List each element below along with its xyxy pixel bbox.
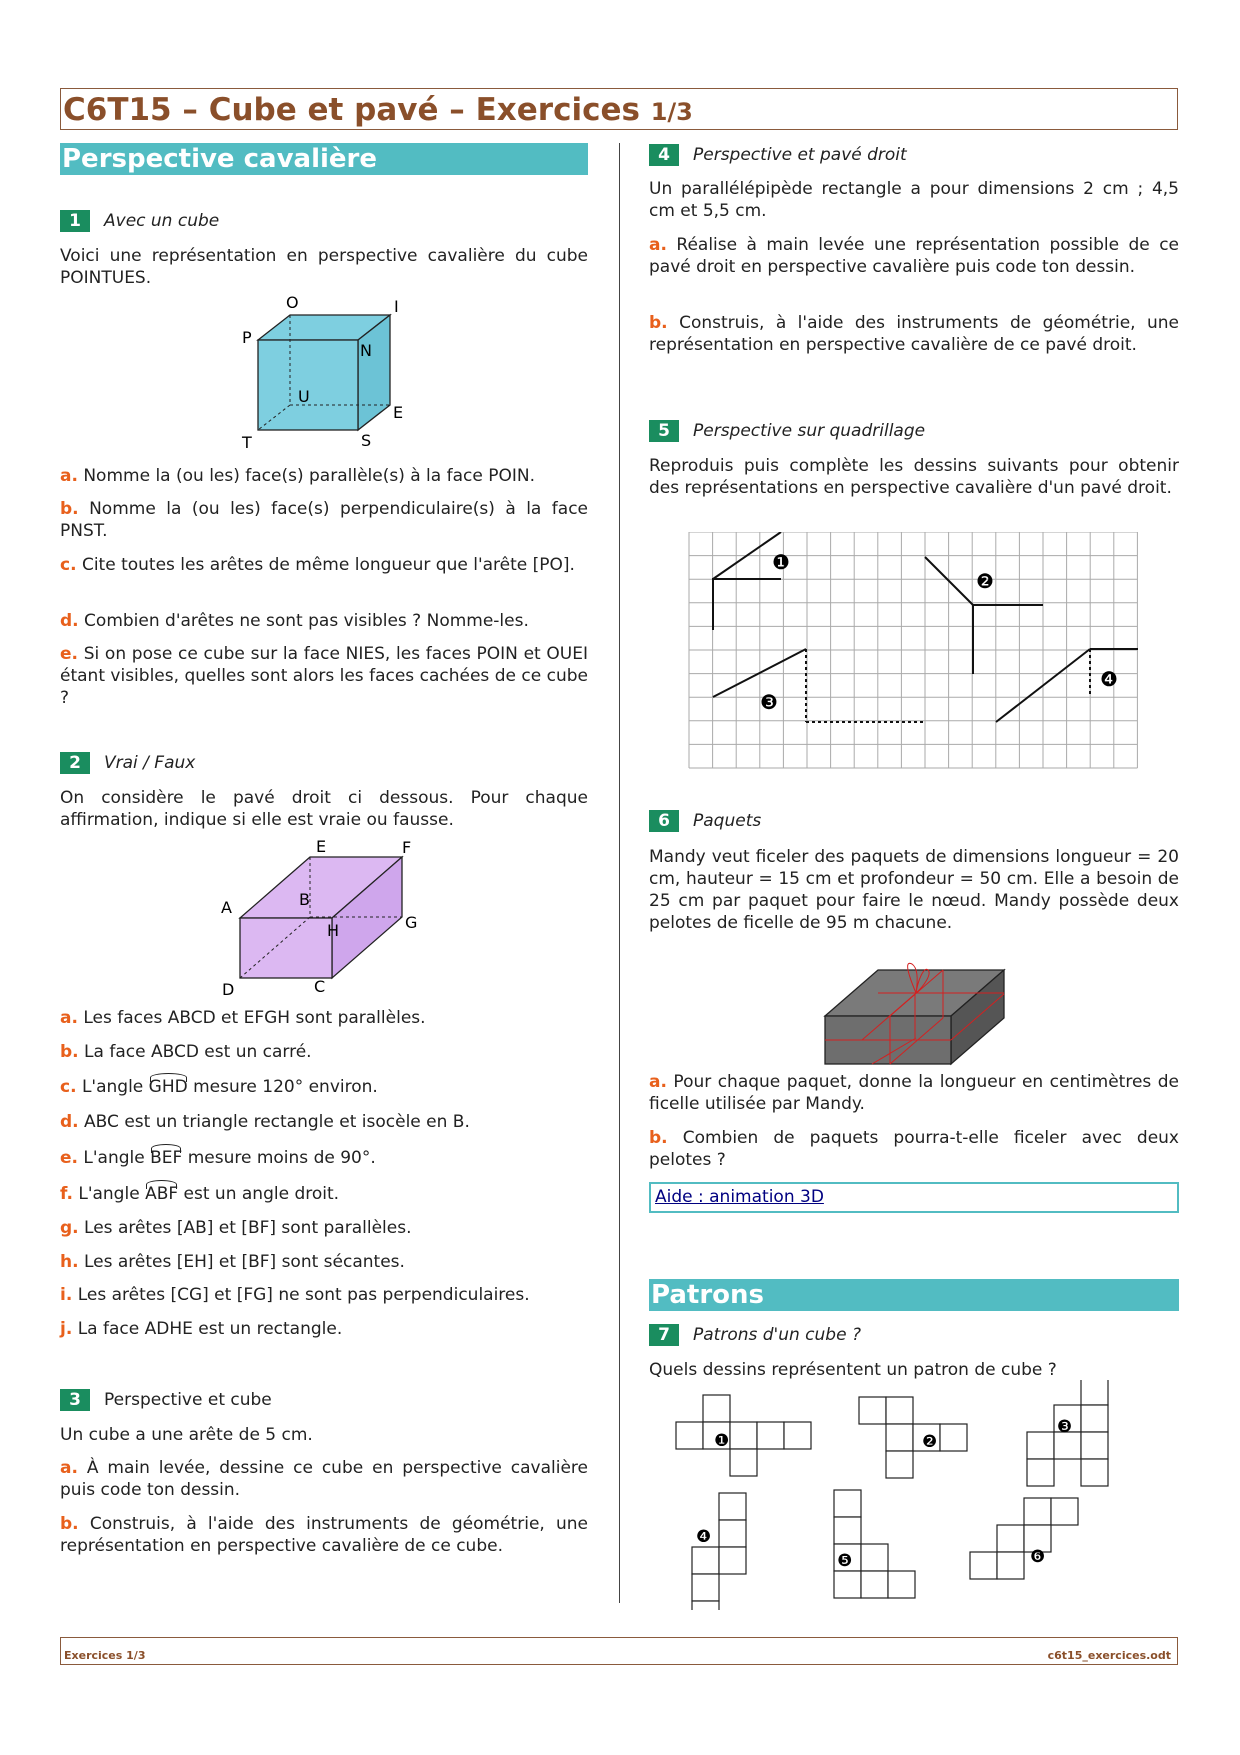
- exercise-number: 1: [60, 210, 90, 232]
- vertex-G: G: [405, 913, 418, 932]
- net-3-cell: [1081, 1432, 1108, 1459]
- vertex-E: E: [316, 837, 327, 856]
- net-6-cell: [997, 1552, 1024, 1579]
- exercise-4-header: [649, 144, 907, 166]
- net-1-cell: [730, 1422, 757, 1449]
- net-1-cell: [676, 1422, 703, 1449]
- net-2-cell: [886, 1397, 913, 1424]
- net-5-cell: [834, 1571, 861, 1598]
- angle-notation: BEF: [150, 1148, 183, 1168]
- question-6a: a. Pour chaque paquet, donne la longueur en centimètres de ficelle utilisée par Mandy.: [649, 1072, 1179, 1114]
- vertex-S: S: [361, 431, 372, 450]
- exercise-6-intro: Mandy veut ficeler des paquets de dimensions longueur = 20 cm, hauteur = 15 cm et profondeur = 50 cm. Elle a besoin de 25 cm par paquet pour faire le nœud. Mandy possède deux pelotes de ficelle de 95 m chacune.: [649, 847, 1179, 933]
- net-3-cell: [1081, 1405, 1108, 1432]
- net-4-cell: [692, 1574, 719, 1601]
- question-2j: j. La face ADHE est un rectangle.: [60, 1319, 343, 1339]
- net-5-cell: [834, 1490, 861, 1517]
- net-marker-6: ❻: [1030, 1547, 1046, 1567]
- exercise-2-intro: On considère le pavé droit ci dessous. Pour chaque affirmation, indique si elle est vraie ou fausse.: [60, 788, 588, 830]
- net-5-cell: [861, 1571, 888, 1598]
- net-2-cell: [886, 1451, 913, 1478]
- exercise-title: Avec un cube: [104, 211, 220, 231]
- exercise-title: Paquets: [693, 811, 762, 831]
- net-5-cell: [888, 1571, 915, 1598]
- vertex-I: I: [394, 297, 399, 316]
- vertex-A: A: [221, 898, 232, 917]
- exercise-3-header: [60, 1389, 272, 1411]
- grid-lines: [689, 532, 1137, 768]
- net-4-cell: [692, 1547, 719, 1574]
- exercise-title: Perspective et pavé droit: [693, 145, 907, 165]
- exercise-5-intro: Reproduis puis complète les dessins suivants pour obtenir des représentations en perspective cavalière d'un pavé droit.: [649, 456, 1179, 498]
- question-2b: b. La face ABCD est un carré.: [60, 1042, 312, 1062]
- net-marker-4: ❹: [696, 1527, 712, 1547]
- question-2g: g. Les arêtes [AB] et [BF] sont parallèles.: [60, 1218, 412, 1238]
- question-2a: a. Les faces ABCD et EFGH sont parallèles.: [60, 1008, 426, 1028]
- net-4-cell: [719, 1520, 746, 1547]
- aide-link[interactable]: Aide : animation 3D: [655, 1187, 824, 1207]
- exercise-number: 3: [60, 1389, 90, 1411]
- section-perspective: Perspective cavalière: [60, 143, 588, 175]
- title-main: C6T15 – Cube et pavé – Exercices: [63, 92, 640, 128]
- package-figure: [822, 958, 1012, 1068]
- net-marker-2: ❷: [922, 1432, 938, 1452]
- net-2-cell: [940, 1424, 967, 1451]
- question-2h: h. Les arêtes [EH] et [BF] sont sécantes.: [60, 1252, 405, 1272]
- net-1-cell: [730, 1449, 757, 1476]
- question-1c: c. Cite toutes les arêtes de même longueur que l'arête [PO].: [60, 555, 575, 575]
- question-3b: b. Construis, à l'aide des instruments de géométrie, une représentation en perspective cavalière de ce cube.: [60, 1514, 588, 1556]
- exercise-2-header: [60, 752, 195, 774]
- exercise-number: 7: [649, 1324, 679, 1346]
- vertex-O: O: [286, 293, 299, 312]
- cube-figure: [240, 290, 420, 455]
- footer-right: c6t15_exercices.odt: [1047, 1649, 1171, 1662]
- exercise-3-intro: Un cube a une arête de 5 cm.: [60, 1425, 313, 1445]
- question-4a: a. Réalise à main levée une représentation possible de ce pavé droit en perspective cavalière puis code ton dessin.: [649, 235, 1179, 277]
- vertex-H: H: [327, 921, 340, 940]
- marker-4: ❹: [1100, 667, 1118, 691]
- footer: [60, 1637, 1178, 1665]
- exercise-7-header: [649, 1324, 861, 1346]
- box-figure: [215, 835, 435, 1000]
- question-6b: b. Combien de paquets pourra-t-elle ficeler avec deux pelotes ?: [649, 1128, 1179, 1170]
- net-6-cell: [1024, 1498, 1051, 1525]
- exercise-4-intro: Un parallélépipède rectangle a pour dimensions 2 cm ; 4,5 cm et 5,5 cm.: [649, 179, 1179, 221]
- exercise-1-header: [60, 210, 219, 232]
- question-4b: b. Construis, à l'aide des instruments de géométrie, une représentation en perspective cavalière de ce pavé droit.: [649, 313, 1179, 355]
- title-page: 1/3: [650, 98, 693, 126]
- net-6-cell: [1051, 1498, 1078, 1525]
- net-4-cell: [719, 1493, 746, 1520]
- angle-notation: GHD: [148, 1077, 188, 1097]
- vertex-F: F: [402, 838, 412, 857]
- exercise-number: 6: [649, 810, 679, 832]
- net-5-cell: [861, 1544, 888, 1571]
- net-2-cell: [859, 1397, 886, 1424]
- marker-1: ❶: [772, 550, 790, 574]
- question-2e: e. L'angle BEF mesure moins de 90°.: [60, 1148, 376, 1168]
- grid-figure: [688, 532, 1140, 772]
- question-2i: i. Les arêtes [CG] et [FG] ne sont pas perpendiculaires.: [60, 1285, 530, 1305]
- drawing-1-edge: [713, 579, 781, 630]
- net-3-cell: [1081, 1380, 1108, 1405]
- net-6-cell: [970, 1552, 997, 1579]
- vertex-B: B: [299, 890, 310, 909]
- exercise-number: 4: [649, 144, 679, 166]
- section-patrons: Patrons: [649, 1279, 1179, 1311]
- net-4-cell: [719, 1547, 746, 1574]
- question-1a: a. Nomme la (ou les) face(s) parallèle(s) à la face POIN.: [60, 466, 535, 486]
- marker-3: ❸: [760, 690, 778, 714]
- angle-notation: ABF: [145, 1184, 179, 1204]
- exercise-number: 5: [649, 420, 679, 442]
- exercise-title: Perspective et cube: [104, 1390, 272, 1410]
- net-1-cell: [784, 1422, 811, 1449]
- net-2-cell: [886, 1424, 913, 1451]
- net-3-cell: [1027, 1459, 1054, 1486]
- vertex-E: E: [393, 403, 404, 422]
- question-1e: e. Si on pose ce cube sur la face NIES, les faces POIN et OUEI étant visibles, quelles sont alors les faces cachées de ce cube ?: [60, 644, 588, 708]
- aide-box: [649, 1182, 1179, 1213]
- cube-front-face: [258, 340, 358, 430]
- exercise-1-intro: Voici une représentation en perspective cavalière du cube POINTUES.: [60, 246, 588, 288]
- vertex-T: T: [242, 433, 252, 452]
- net-4-cell: [692, 1601, 719, 1610]
- net-marker-5: ❺: [837, 1551, 853, 1571]
- vertex-P: P: [242, 328, 252, 347]
- net-3-cell: [1027, 1432, 1054, 1459]
- exercise-title: Vrai / Faux: [104, 753, 196, 773]
- question-1d: d. Combien d'arêtes ne sont pas visibles ? Nomme-les.: [60, 611, 529, 631]
- exercise-title: Patrons d'un cube ?: [693, 1325, 861, 1345]
- net-3-cell: [1081, 1459, 1108, 1486]
- question-1b: b. Nomme la (ou les) face(s) perpendiculaire(s) à la face PNST.: [60, 499, 589, 541]
- vertex-C: C: [314, 977, 326, 996]
- box-front-face: [240, 918, 332, 978]
- drawing-2-edge: [973, 605, 1043, 674]
- vertex-U: U: [298, 387, 310, 406]
- exercise-number: 2: [60, 752, 90, 774]
- vertex-D: D: [222, 980, 235, 999]
- question-2d: d. ABC est un triangle rectangle et isocèle en B.: [60, 1112, 470, 1132]
- net-marker-3: ❸: [1057, 1417, 1073, 1437]
- net-1-cell: [703, 1395, 730, 1422]
- net-6-cell: [997, 1525, 1024, 1552]
- marker-2: ❷: [976, 569, 994, 593]
- question-2c: c. L'angle GHD mesure 120° environ.: [60, 1077, 378, 1097]
- footer-left: Exercices 1/3: [64, 1649, 146, 1662]
- column-divider: [619, 143, 620, 1603]
- exercise-title: Perspective sur quadrillage: [693, 421, 926, 441]
- exercise-6-header: [649, 810, 761, 832]
- exercise-7-intro: Quels dessins représentent un patron de cube ?: [649, 1360, 1057, 1380]
- net-marker-1: ❶: [714, 1431, 730, 1451]
- question-2f: f. L'angle ABF est un angle droit.: [60, 1184, 340, 1204]
- exercise-5-header: [649, 420, 925, 442]
- page-title: [60, 88, 1178, 130]
- net-5-cell: [834, 1517, 861, 1544]
- net-1-cell: [757, 1422, 784, 1449]
- nets-figure: [649, 1380, 1179, 1610]
- question-3a: a. À main levée, dessine ce cube en perspective cavalière puis code ton dessin.: [60, 1458, 588, 1500]
- vertex-N: N: [360, 341, 372, 360]
